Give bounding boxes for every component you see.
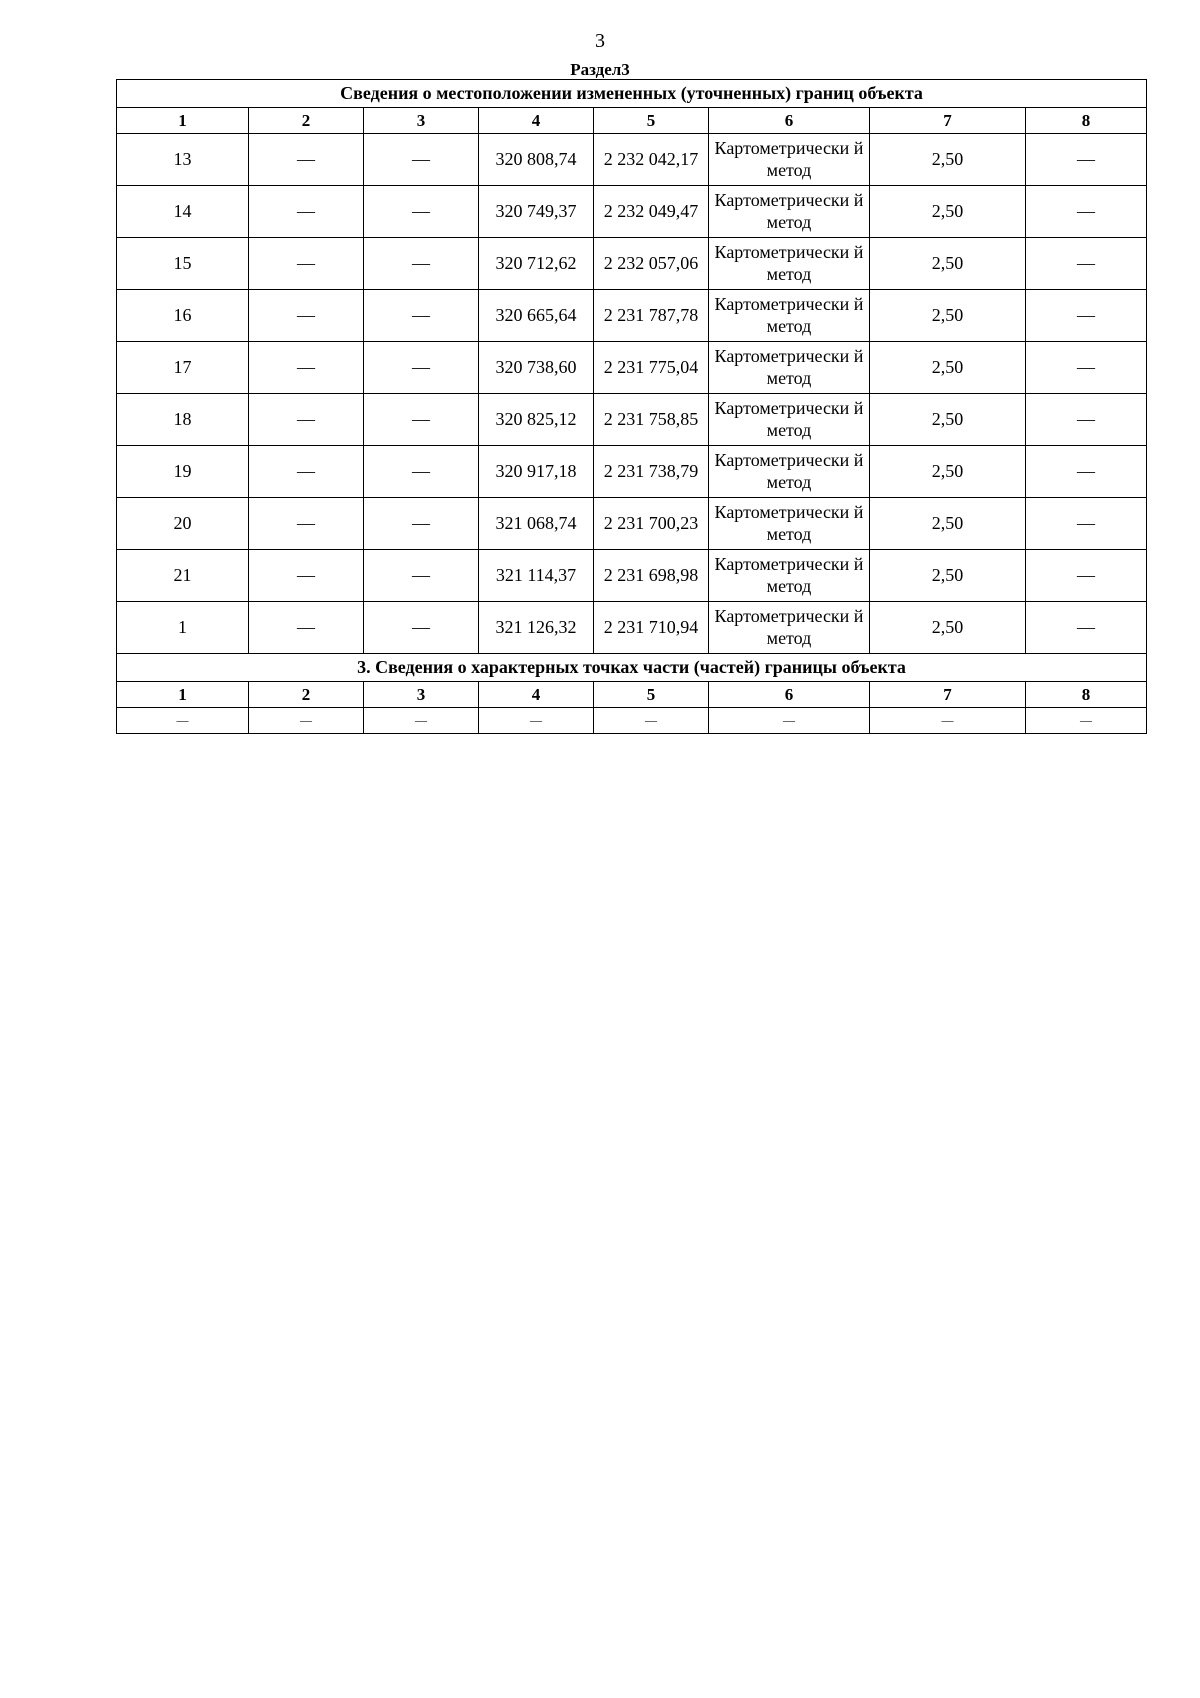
table-cell: 17 [117,342,249,394]
table-cell: — [1026,186,1147,238]
table-cell: Картометрически й метод [709,342,870,394]
column-header: 2 [249,682,364,708]
table-cell: — [1026,290,1147,342]
table-cell: — [117,708,249,734]
table-cell: 321 126,32 [479,602,594,654]
table-cell: 2,50 [870,498,1026,550]
table-cell: 2,50 [870,342,1026,394]
table-row [117,290,1147,342]
table-cell: Картометрически й метод [709,394,870,446]
column-header: 7 [870,682,1026,708]
column-header: 7 [870,108,1026,134]
table-cell: — [249,708,364,734]
table-cell: 2,50 [870,550,1026,602]
table-row [117,394,1147,446]
table-cell: — [1026,238,1147,290]
table-cell: 2 231 700,23 [594,498,709,550]
table-row [117,708,1147,734]
table-cell: — [249,342,364,394]
table-cell: — [1026,342,1147,394]
table-cell: — [364,550,479,602]
table-title-boundaries: Сведения о местоположении измененных (уточненных) границ объекта [117,80,1147,108]
table-cell: — [1026,550,1147,602]
table-cell: — [364,446,479,498]
column-header: 5 [594,682,709,708]
table-cell: 2,50 [870,290,1026,342]
table-cell: 2 231 758,85 [594,394,709,446]
table-cell: 20 [117,498,249,550]
table-cell: — [364,602,479,654]
table-cell: 2,50 [870,602,1026,654]
table-cell: 2,50 [870,446,1026,498]
table-cell: — [249,186,364,238]
column-header: 6 [709,682,870,708]
table-cell: Картометрически й метод [709,446,870,498]
table-cell: 2,50 [870,238,1026,290]
table-cell: 2 231 787,78 [594,290,709,342]
table-cell: 2 232 049,47 [594,186,709,238]
table-cell: — [249,238,364,290]
table-cell: 2 231 698,98 [594,550,709,602]
table-cell: — [709,708,870,734]
table-cell: 21 [117,550,249,602]
table-cell: 2 231 710,94 [594,602,709,654]
table-cell: 2,50 [870,134,1026,186]
table-cell: — [249,394,364,446]
table-cell: — [249,498,364,550]
table-cell: — [249,446,364,498]
table-cell: — [364,186,479,238]
table-cell: — [870,708,1026,734]
table-cell: 18 [117,394,249,446]
table-row [117,186,1147,238]
table-cell: 320 749,37 [479,186,594,238]
table-cell: 321 068,74 [479,498,594,550]
table-cell: 2 231 775,04 [594,342,709,394]
table-cell: — [364,708,479,734]
table-title-parts: 3. Сведения о характерных точках части (частей) границы объекта [117,654,1147,682]
table-cell: 2 232 042,17 [594,134,709,186]
table-cell: — [1026,602,1147,654]
column-header: 1 [117,108,249,134]
table-row [117,550,1147,602]
table-cell: 2 232 057,06 [594,238,709,290]
table-row [117,498,1147,550]
column-header: 6 [709,108,870,134]
table-cell: — [364,238,479,290]
table-cell: — [364,498,479,550]
column-header: 3 [364,108,479,134]
table-cell: 320 738,60 [479,342,594,394]
table-row [117,238,1147,290]
coordinates-table [116,79,1147,734]
table-cell: — [1026,498,1147,550]
table-row [117,342,1147,394]
table-cell: 320 825,12 [479,394,594,446]
section-heading: Раздел3 [570,60,630,79]
table-row [117,602,1147,654]
table-cell: 320 917,18 [479,446,594,498]
table-cell: — [1026,134,1147,186]
table-cell: — [249,550,364,602]
table-cell: Картометрически й метод [709,550,870,602]
table-cell: 2,50 [870,394,1026,446]
page-number: 3 [595,30,605,52]
table-cell: 320 808,74 [479,134,594,186]
table-cell: Картометрически й метод [709,498,870,550]
table-cell: 2,50 [870,186,1026,238]
table-cell: — [1026,394,1147,446]
table-cell: Картометрически й метод [709,602,870,654]
column-header: 3 [364,682,479,708]
table-cell: — [249,290,364,342]
table-cell: — [249,134,364,186]
column-header: 1 [117,682,249,708]
table-cell: Картометрически й метод [709,186,870,238]
column-header: 2 [249,108,364,134]
table-cell: 321 114,37 [479,550,594,602]
table-row [117,446,1147,498]
table-cell: 2 231 738,79 [594,446,709,498]
table-cell: — [364,342,479,394]
column-header: 5 [594,108,709,134]
table-cell: Картометрически й метод [709,134,870,186]
column-header: 8 [1026,682,1147,708]
table-row [117,134,1147,186]
table-cell: 13 [117,134,249,186]
table-cell: Картометрически й метод [709,290,870,342]
table-cell: 15 [117,238,249,290]
table-cell: — [364,290,479,342]
table-cell: — [479,708,594,734]
table-cell: 19 [117,446,249,498]
column-header: 4 [479,682,594,708]
table-cell: 1 [117,602,249,654]
column-header: 4 [479,108,594,134]
table-cell: 16 [117,290,249,342]
table-cell: — [249,602,364,654]
table-cell: 320 712,62 [479,238,594,290]
table-cell: 320 665,64 [479,290,594,342]
table-cell: — [364,394,479,446]
table-cell: Картометрически й метод [709,238,870,290]
table-cell: — [364,134,479,186]
table-cell: — [594,708,709,734]
table-cell: — [1026,446,1147,498]
table-cell: — [1026,708,1147,734]
table-cell: 14 [117,186,249,238]
column-header: 8 [1026,108,1147,134]
